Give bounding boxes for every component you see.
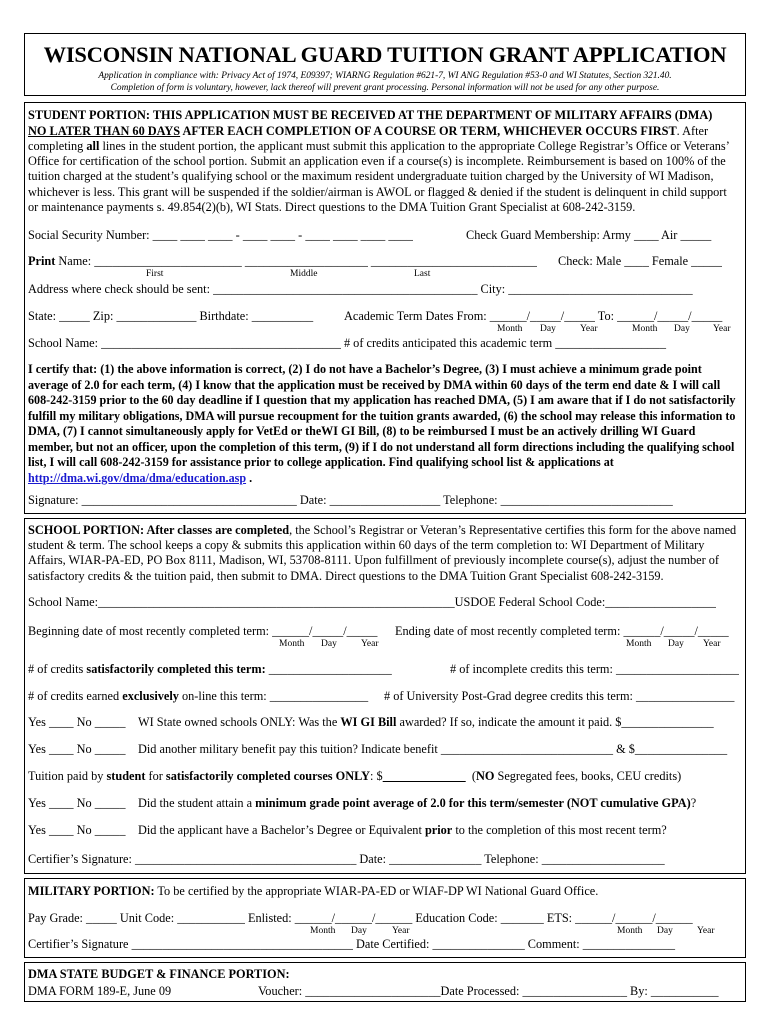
school-heading-text: , the School’s Registrar or Veteran’s Representative certifies this form for the above named student & term. The school keeps a copy & submits this application within 60 days of the term completion to: WI Department of Military Affairs, WIAR-PA-ED, PO Box 8111, Madison, WI, 53708-8111. Upon fulfillment of previously incomplete course(s), adjust the number of satisfactory credits & the tuition paid, then submit to DMA. Direct questions to the DMA Tuition Grant Specialist 608-242-3159. xyxy=(28,523,737,583)
online-credits-field[interactable] xyxy=(28,689,368,704)
tuition-d: satisfactorily completed courses ONLY xyxy=(165,769,371,783)
dma-processing-line[interactable]: Voucher: ______________________Date Processed: _________________ By: ___________ xyxy=(258,984,719,998)
certify-end: . xyxy=(246,470,253,485)
military-heading-text: To be certified by the appropriate WIAR-PA-ED or WIAF-DP WI National Guard Office. xyxy=(154,884,599,898)
year-caption: Year xyxy=(703,639,721,649)
guard-membership-field[interactable]: Check Guard Membership: Army ____ Air _____ xyxy=(466,228,712,242)
gibill-yesno[interactable]: Yes ____ No _____ xyxy=(28,715,126,729)
header-note-2: Completion of form is voluntary, however, lack thereof will prevent grant processing. Personal information will not be used for any other purpose. xyxy=(110,83,660,93)
other-benefit-question[interactable]: Did another military benefit pay this tuition? Indicate benefit ____________________________ & $_______________ xyxy=(138,742,728,756)
year-caption: Year xyxy=(361,639,379,649)
online-a: # of credits earned xyxy=(28,689,123,703)
day-caption: Day xyxy=(540,324,556,334)
intro-a: completing xyxy=(28,139,87,153)
bachelor-c: to the completion of this most recent term? xyxy=(452,823,667,837)
school-heading xyxy=(28,523,742,584)
year-caption: Year xyxy=(392,926,410,936)
first-caption: First xyxy=(146,269,164,279)
credits-sat-b: satisfactorily completed this term: xyxy=(86,662,266,676)
month-caption: Month xyxy=(310,926,336,936)
dma-heading: DMA STATE BUDGET & FINANCE PORTION: xyxy=(28,967,290,981)
satisfactory-credits-field[interactable] xyxy=(28,662,392,677)
intro-all: all xyxy=(86,139,100,153)
beginning-date-field[interactable]: Beginning date of most recently completed term: ______/_____/_____ xyxy=(28,624,378,638)
gpa-c: ? xyxy=(690,796,697,810)
education-link[interactable]: http://dma.wi.gov/dma/dma/education.asp xyxy=(28,470,247,485)
bachelor-question xyxy=(138,823,667,838)
state-zip-birthdate-field[interactable]: State: _____ Zip: _____________ Birthdate: __________ xyxy=(28,309,314,323)
tuition-paid-field[interactable] xyxy=(28,769,681,784)
tuition-c: for xyxy=(145,769,166,783)
term-dates-field[interactable]: Academic Term Dates From: ______/_____/_____ To: ______/_____/_____ xyxy=(344,309,723,323)
form-title: WISCONSIN NATIONAL GUARD TUITION GRANT APPLICATION xyxy=(43,42,727,67)
month-caption: Month xyxy=(279,639,305,649)
school-name-code-field[interactable]: School Name:__________________________________________________________USDOE Federal School Code:__________________ xyxy=(28,595,716,609)
certify-text: I certify that: (1) the above information is correct, (2) I do not have a Bachelor’s Degree, (3) I must achieve a minimum grade point average of 2.0 for each term, (4) I know that the application must be received by DMA within 60 days of the term end date & I will call 608-242-3159 prior to the 60 day deadline if I question that my application has reached DMA, (5) I am aware that if I do not satisfactorily fulfill my military obligations, DMA will pursue recoupment for the tuition grants awarded, (6) the school may release this information to DMA, (7) I cannot simultaneously apply for VetEd or theWI GI Bill, (8) to be reimbursed I must be an actively drilling WI Guard member, but not an officer, upon the completion of this term, (9) if I do not understand all form directions including the qualifying school list, I will call 608-242-3159 for assistance prior to college application. Find qualifying school list & applications at xyxy=(28,362,736,469)
credits-sat-a: # of credits xyxy=(28,662,87,676)
bachelor-a: Did the applicant have a Bachelor’s Degree or Equivalent xyxy=(138,823,425,837)
gpa-a: Did the student attain a xyxy=(138,796,256,810)
gpa-yesno[interactable]: Yes ____ No _____ xyxy=(28,796,126,810)
tuition-h: NO xyxy=(475,769,495,783)
certification-statement xyxy=(28,362,742,486)
last-caption: Last xyxy=(414,269,431,279)
header-note-1: Application in compliance with: Privacy Act of 1974, E09397; WIARNG Regulation #621-7, WI ANG Regulation #53-0 and WI Statutes, Section 321.40. xyxy=(98,71,672,81)
month-caption: Month xyxy=(632,324,658,334)
tuition-i: Segregated fees, books, CEU credits) xyxy=(494,769,682,783)
student-heading-1: STUDENT PORTION: THIS APPLICATION MUST BE RECEIVED AT THE DEPARTMENT OF MILITARY AFFAIRS (DMA) xyxy=(28,108,713,122)
day-caption: Day xyxy=(668,639,684,649)
year-caption: Year xyxy=(580,324,598,334)
day-caption: Day xyxy=(351,926,367,936)
online-c: on-line this term: ________________ xyxy=(178,689,369,703)
after-text: . After xyxy=(676,124,709,138)
military-heading xyxy=(28,884,598,899)
school-name-credits-field[interactable]: School Name: _______________________________________ # of credits anticipated this academic term __________________ xyxy=(28,336,666,350)
military-line-2[interactable]: Certifier’s Signature ____________________________________ Date Certified: _______________ Comment: _______________ xyxy=(28,937,676,951)
month-caption: Month xyxy=(626,639,652,649)
online-b: exclusively xyxy=(122,689,179,703)
day-caption: Day xyxy=(674,324,690,334)
intro-b: lines in the student portion, the applicant must submit this application to the appropriate College Registrar’s Office or Veterans’ Office for certification of the school portion. Submit an application even if a course(s) is incomplete. Reimbursement is based on 100% of the tuition charged at the student’s qualifying school or the maximum resident undergraduate tuition charged by the University of WI Madison, whichever is less. This grant will be suspended if the soldier/airman is AWOL or flagged & denied if the student is delinquent in child support or maintenance payments s. 49.854(2)(b), WI Stats. Direct questions to the DMA Tuition Grant Specialist at 608-242-3159. xyxy=(28,139,729,214)
tuition-g: ( xyxy=(465,769,476,783)
middle-caption: Middle xyxy=(290,269,318,279)
military-line-1[interactable]: Pay Grade: _____ Unit Code: ___________ Enlisted: ______/______/______ Education Code: _______ ETS: ______/______/______ xyxy=(28,911,693,925)
student-intro xyxy=(28,139,740,215)
gibill-c: awarded? If so, indicate the amount it paid. $_______________ xyxy=(396,715,714,729)
tuition-b: student xyxy=(106,769,146,783)
bachelor-b: prior xyxy=(424,823,453,837)
name-label: Name: ________________________ ____________________ ___________________________ xyxy=(55,254,537,268)
year-caption: Year xyxy=(713,324,731,334)
postgrad-credits-field[interactable]: # of University Post-Grad degree credits this term: ________________ xyxy=(384,689,735,703)
student-signature-field[interactable]: Signature: ___________________________________ Date: __________________ Telephone: ____________________________ xyxy=(28,493,673,507)
tuition-a: Tuition paid by xyxy=(28,769,107,783)
gpa-question xyxy=(138,796,696,811)
tuition-e: : $ xyxy=(370,769,383,783)
gibill-a: WI State owned schools ONLY: Was the xyxy=(138,715,341,729)
incomplete-credits-field[interactable]: # of incomplete credits this term: ____________________ xyxy=(450,662,739,676)
deadline-text-2: AFTER EACH COMPLETION OF A COURSE OR TERM, WHICHEVER OCCURS FIRST xyxy=(180,124,677,138)
sex-field[interactable]: Check: Male ____ Female _____ xyxy=(558,254,722,268)
credits-sat-c: ____________________ xyxy=(265,662,392,676)
day-caption: Day xyxy=(321,639,337,649)
year-caption: Year xyxy=(697,926,715,936)
school-heading-bold: SCHOOL PORTION: After classes are completed xyxy=(28,523,290,537)
gpa-b: minimum grade point average of 2.0 for this term/semester (NOT cumulative GPA) xyxy=(255,796,691,810)
form-number: DMA FORM 189-E, June 09 xyxy=(28,984,172,998)
other-benefit-yesno[interactable]: Yes ____ No _____ xyxy=(28,742,126,756)
ssn-field[interactable]: Social Security Number: ____ ____ ____ - ____ ____ - ____ ____ ____ ____ xyxy=(28,228,413,242)
address-field[interactable]: Address where check should be sent: ___________________________________________ City: ______________________________ xyxy=(28,282,693,296)
certifier-signature-field[interactable]: Certifier’s Signature: ____________________________________ Date: _______________ Telephone: ____________________ xyxy=(28,852,665,866)
month-caption: Month xyxy=(617,926,643,936)
print-label: Print xyxy=(28,254,56,268)
bachelor-yesno[interactable]: Yes ____ No _____ xyxy=(28,823,126,837)
tuition-amount-blank xyxy=(383,769,466,783)
month-caption: Month xyxy=(497,324,523,334)
gibill-question[interactable] xyxy=(138,715,714,730)
military-heading-bold: MILITARY PORTION: xyxy=(28,884,155,898)
gibill-b: WI GI Bill xyxy=(340,715,397,729)
day-caption: Day xyxy=(657,926,673,936)
name-field[interactable] xyxy=(28,254,537,269)
student-heading-2 xyxy=(28,124,708,139)
ending-date-field[interactable]: Ending date of most recently completed term: ______/_____/_____ xyxy=(395,624,729,638)
deadline-text: NO LATER THAN 60 DAYS xyxy=(28,124,181,138)
